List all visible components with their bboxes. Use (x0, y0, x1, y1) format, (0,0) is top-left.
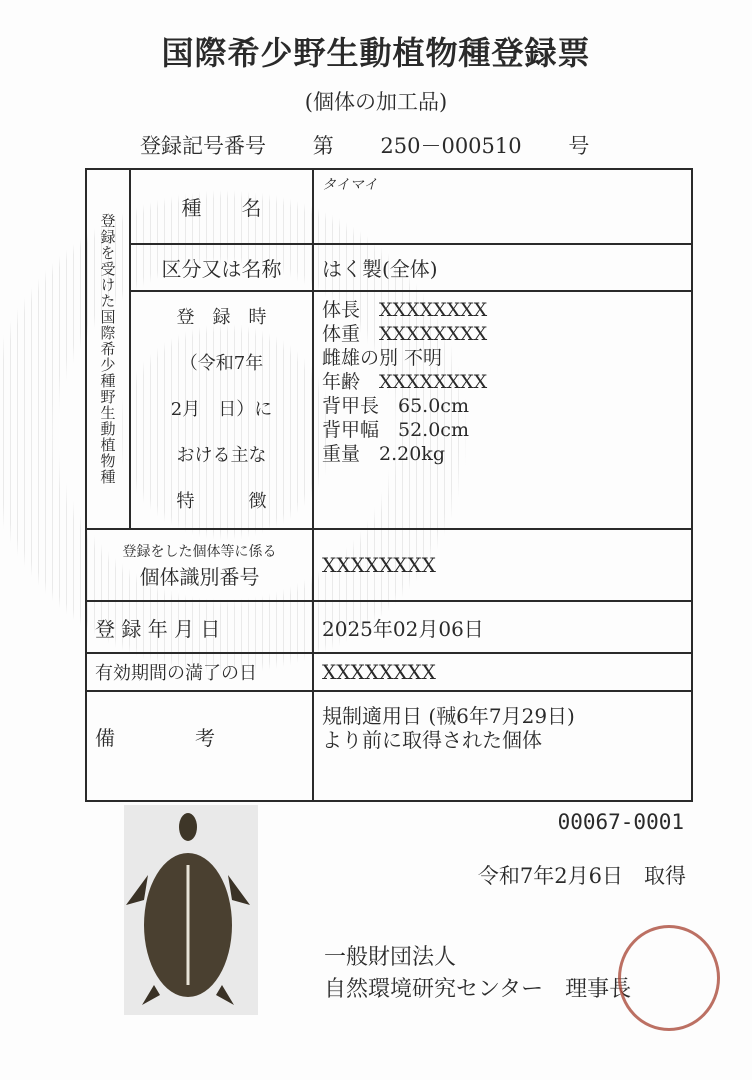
features-value (313, 291, 692, 529)
features-label-line: 2月 日）に (170, 399, 273, 420)
species-value: タイマイ (313, 169, 692, 244)
remarks-label: 備 考 (86, 691, 313, 801)
expiry-label: 有効期間の満了の日 (86, 653, 313, 691)
remarks-line: 規制適用日 (㍻6年7月29日) (322, 704, 575, 728)
feature-carapace-length: 背甲長 65.0cm (322, 395, 469, 417)
category-label: 区分又は名称 (130, 244, 313, 291)
feature-age: 年齢 XXXXXXXX (322, 371, 488, 393)
remarks-value (313, 691, 692, 801)
feature-body-weight: 体重 XXXXXXXX (322, 323, 488, 345)
registration-suffix: 号 (568, 134, 590, 158)
features-label (130, 291, 313, 529)
feature-body-length: 体長 XXXXXXXX (322, 299, 488, 321)
official-seal-stamp (618, 925, 720, 1031)
feature-weight: 重量 2.20kg (322, 443, 445, 465)
id-label-main: 個体識別番号 (139, 564, 260, 589)
registration-table (85, 168, 693, 802)
acquired-date: 令和7年2月6日 取得 (477, 864, 686, 888)
registration-value: 250－000510 (380, 134, 522, 158)
remarks-line: より前に取得された個体 (322, 728, 542, 752)
document-title: 国際希少野生動植物種登録票 (161, 34, 591, 72)
id-label (86, 529, 313, 601)
side-label: 登録を受けた国際希少種野生動植物種 (86, 169, 130, 529)
regdate-value: 2025年02月06日 (313, 601, 692, 653)
expiry-value: XXXXXXXX (313, 653, 692, 691)
feature-carapace-width: 背甲幅 52.0cm (322, 419, 469, 441)
specimen-photo (124, 805, 258, 1015)
features-label-line: おける主な (176, 445, 267, 466)
serial-number: 00067-0001 (557, 810, 684, 834)
regdate-label: 登 録 年 月 日 (86, 601, 313, 653)
issuer-name: 自然環境研究センター 理事長 (324, 977, 632, 1002)
features-label-line: 登 録 時 (176, 307, 267, 328)
features-label-line: （令和7年 (179, 353, 264, 374)
category-value: はく製(全体) (313, 244, 692, 291)
registration-prefix: 第 (312, 134, 334, 158)
feature-sex: 雌雄の別 不明 (322, 347, 443, 369)
document-subtitle: (個体の加工品) (304, 90, 448, 114)
species-label: 種 名 (130, 169, 313, 244)
id-value: XXXXXXXX (313, 529, 692, 601)
features-label-line: 特 徴 (176, 491, 267, 512)
id-label-small: 登録をした個体等に係る (122, 543, 277, 560)
registration-label: 登録記号番号 (140, 134, 266, 158)
registration-number (140, 130, 629, 160)
issuer-type: 一般財団法人 (324, 945, 457, 970)
